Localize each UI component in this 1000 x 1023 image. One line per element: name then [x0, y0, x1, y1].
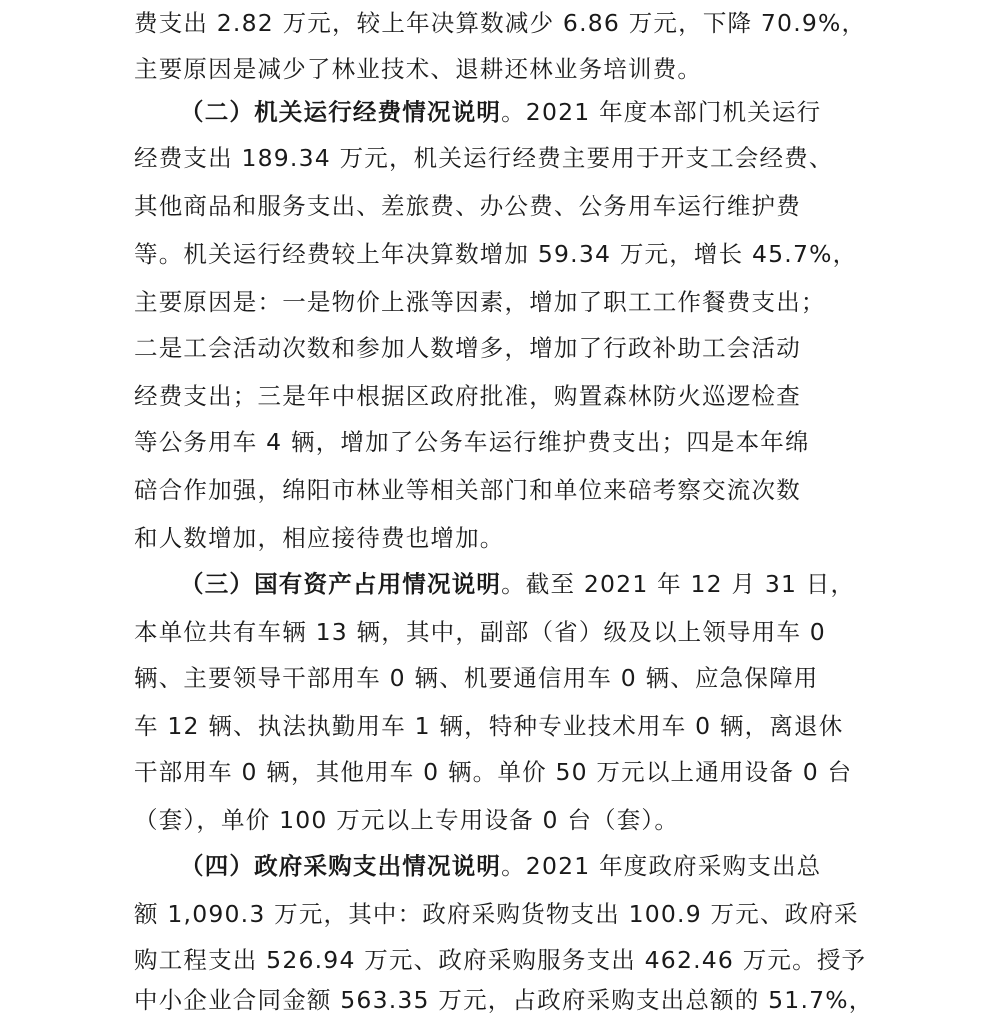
section-heading: （三）国有资产占用情况说明 [180, 570, 502, 598]
text-line: 主要原因是：一是物价上涨等因素，增加了职工工作餐费支出； [134, 288, 826, 316]
section-line [180, 843, 894, 889]
section-line [180, 561, 894, 607]
text-run: 。2021 年度政府采购支出总 [501, 852, 822, 880]
text-line: 碚合作加强，绵阳市林业等相关部门和单位来碚考察交流次数 [134, 476, 801, 504]
text-line: 经费支出；三是年中根据区政府批准，购置森林防火巡逻检查 [134, 382, 801, 410]
text-line: 中小企业合同金额 563.35 万元，占政府采购支出总额的 51.7%， [134, 986, 874, 1014]
section-heading: （二）机关运行经费情况说明 [180, 98, 502, 126]
text-line: 额 1,090.3 万元，其中：政府采购货物支出 100.9 万元、政府采 [134, 900, 859, 928]
text-line: 费支出 2.82 万元，较上年决算数减少 6.86 万元，下降 70.9%， [134, 9, 867, 37]
section-heading: （四）政府采购支出情况说明 [180, 852, 502, 880]
text-line: 二是工会活动次数和参加人数增多，增加了行政补助工会活动 [134, 334, 801, 362]
text-run: 。2021 年度本部门机关运行 [501, 98, 822, 126]
text-line: 经费支出 189.34 万元，机关运行经费主要用于开支工会经费、 [134, 144, 834, 172]
text-line: （套），单价 100 万元以上专用设备 0 台（套）。 [134, 806, 680, 834]
text-line: 辆、主要领导干部用车 0 辆、机要通信用车 0 辆、应急保障用 [134, 664, 819, 692]
text-line: 干部用车 0 辆，其他用车 0 辆。单价 50 万元以上通用设备 0 台 [134, 758, 853, 786]
text-line: 本单位共有车辆 13 辆，其中，副部（省）级及以上领导用车 0 [134, 618, 826, 646]
text-line: 等公务用车 4 辆，增加了公务车运行维护费支出；四是本年绵 [134, 428, 810, 456]
text-line: 车 12 辆、执法执勤用车 1 辆，特种专业技术用车 0 辆，离退休 [134, 712, 844, 740]
section-line [180, 89, 894, 135]
text-line: 购工程支出 526.94 万元、政府采购服务支出 462.46 万元。授予 [134, 946, 867, 974]
text-line: 和人数增加，相应接待费也增加。 [134, 524, 505, 552]
text-line: 主要原因是减少了林业技术、退耕还林业务培训费。 [134, 55, 703, 83]
text-run: 。截至 2021 年 12 月 31 日， [501, 570, 856, 598]
text-line: 等。机关运行经费较上年决算数增加 59.34 万元，增长 45.7%， [134, 240, 858, 268]
text-line: 其他商品和服务支出、差旅费、办公费、公务用车运行维护费 [134, 192, 801, 220]
